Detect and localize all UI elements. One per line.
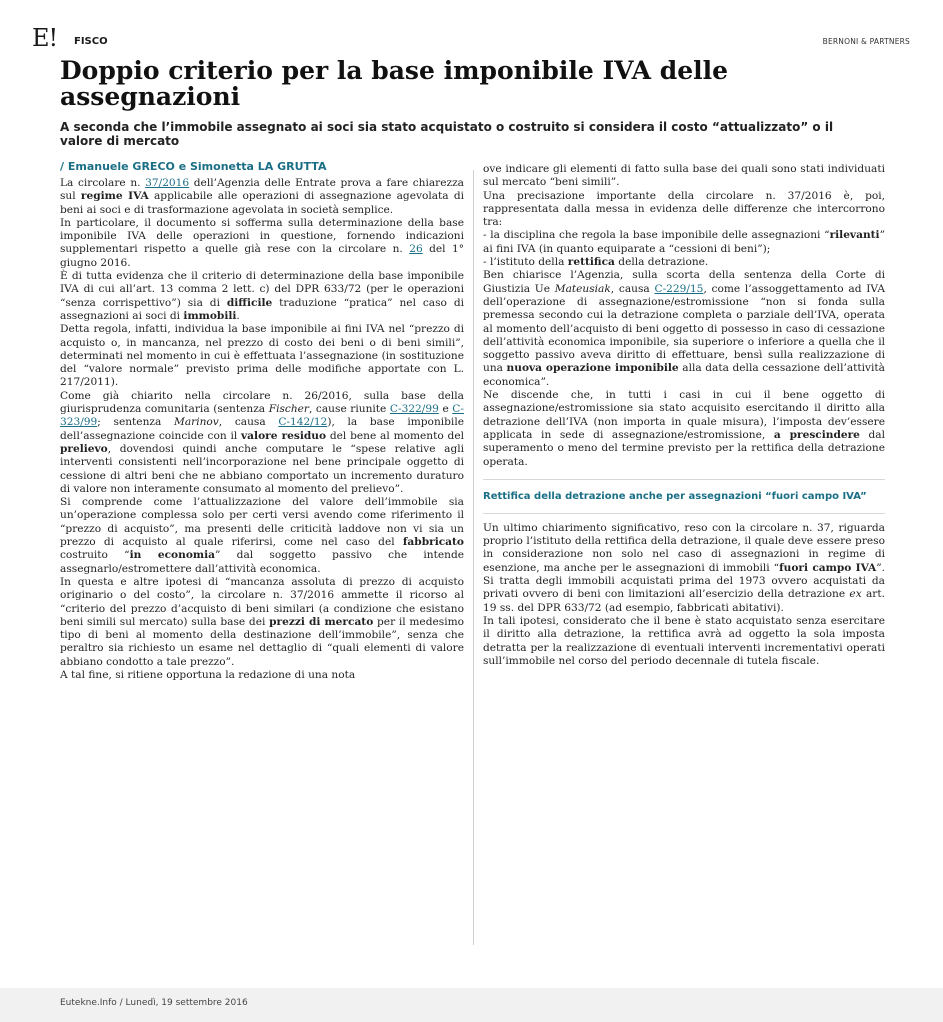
case-c142-link[interactable]: C-142/12	[278, 416, 328, 429]
page-footer	[0, 988, 943, 1022]
paragraph: In particolare, il documento si sofferma sulla determinazione della base imponibile IVA delle operazioni in questione, fornendo indicazioni supplementari rispetto a quelle già rese con la circolare n. 26 del 1° giugno 2016.	[60, 216, 465, 269]
case-c229-link[interactable]: C-229/15	[654, 282, 704, 295]
paragraph: È di tutta evidenza che il criterio di determinazione della base imponibile IVA di cui all’art. 13 comma 2 lett. c) del DPR 633/72 (per le operazioni “senza corrispettivo”) sia di difficile traduzione “pratica” nel caso di assegnazioni ai soci di immobili.	[60, 270, 464, 322]
section-label: FISCO	[74, 36, 108, 47]
paragraph: Si comprende come l’attualizzazione del valore dell’immobile sia un’operazione complessa solo per certi versi avendo come riferimento il “prezzo di acquisto”, ma presenti delle criticità laddove non vi sia un prezzo di acquisto al quale riferirsi, come nel caso del fabbricato costruito “in economia” dal soggetto passivo che intende assegnarlo/estromettere dall’attività economica.	[60, 496, 464, 575]
circular-37-link[interactable]: 37/2016	[145, 177, 190, 189]
column-divider	[473, 170, 474, 945]
article-authors: / Emanuele GRECO e Simonetta LA GRUTTA	[60, 160, 327, 173]
paragraph: ove indicare gli elementi di fatto sulla base dei quali sono stati individuati sul mercato “beni simili”.	[483, 163, 885, 189]
paragraph: Detta regola, infatti, individua la base imponibile ai fini IVA nel “prezzo di acquisto o, in mancanza, nel prezzo di costo dei beni o di beni simili”, determinati nel momento in cui è effettuata l’assegnazione (in sostituzione del “valore normale” previsto prima delle modifiche apportate con L. 217/2011).	[60, 323, 464, 389]
case-c322-link[interactable]: C-322/99	[389, 403, 439, 416]
paragraph: Una precisazione importante della circolare n. 37/2016 è, poi, rappresentata dalla messa in evidenza delle differenze che intercorrono tra:	[483, 189, 885, 229]
paragraph: Ben chiarisce l’Agenzia, sulla scorta della sentenza della Corte di Giustizia Ue Mateusiak, causa C-229/15, come l’assoggettamento ad IVA dell’operazione di assegnazione/estromissione “non si fonda sulla premessa secondo cui la detrazione completa o parziale dell’IVA, operata al momento dell’acquisto di beni oggetto di possesso in caso di cessazione dell’attività economica imponibile, sia superiore o inferiore a quella che il soggetto passivo aveva diritto di effettuare, bensì sulla realizzazione di una nuova operazione imponibile alla data della cessazione dell’attività economica”.	[483, 269, 885, 388]
right-column	[483, 163, 885, 668]
left-column	[60, 177, 464, 682]
paragraph: In questa e altre ipotesi di “mancanza assoluta di prezzo di acquisto originario o del costo”, la circolare n. 37/2016 ammette il ricorso al “criterio del prezzo d’acquisto di beni similari (a condizione che esistano beni simili sul mercato) sulla base dei prezzi di mercato per il medesimo tipo di beni al momento della destinazione dell’immobile”, senza che peraltro sia richiesto un esame nel dettaglio di “quali elementi di valore abbiano condotto a tale prezzo”.	[60, 575, 465, 668]
footer-text: Eutekne.Info / Lunedì, 19 settembre 2016	[60, 998, 248, 1008]
paragraph: Come già chiarito nella circolare n. 26/2016, sulla base della giurisprudenza comunitaria (sentenza Fischer, cause riunite C-322/99 e C-323/99; sentenza Marinov, causa C-142/12), la base imponibile dell’assegnazione coincide con il valore residuo del bene al momento del prelievo, dovendosi quindi anche computare le “spese relative agli interventi consistenti nell’incorporazione nel bene principale oggetto di cessione di altri beni che ne abbiano comportato un incremento duraturo di valore non interamente consumato al momento del prelievo”.	[60, 389, 465, 495]
paragraph: Ne discende che, in tutti i casi in cui il bene oggetto di assegnazione/estromissione sia stato acquisito esercitando il diritto alla detrazione dell’IVA (non importa in quale misura), l’imposta dev’essere applicata in sede di assegnazione/estromissione, a prescindere dal superamento o meno del termine previsto per la rettifica della detrazione operata.	[483, 389, 885, 468]
circular-26-link[interactable]: 26	[409, 243, 423, 256]
article-subtitle: A seconda che l’immobile assegnato ai soci sia stato acquistato o costruito si considera il costo “attualizzato” o il valore di mercato	[60, 120, 834, 148]
page-header	[32, 24, 910, 52]
case-c323-link[interactable]: C-323/99	[60, 403, 464, 429]
article-title: Doppio criterio per la base imponibile IVA delle assegnazioni	[60, 56, 729, 111]
list-item: - la disciplina che regola la base imponibile delle assegnazioni “rilevanti” ai fini IVA (in quanto equiparate a “cessioni di beni”);	[483, 229, 885, 255]
eutekne-logo: E!	[32, 24, 58, 52]
brand-label: BERNONI & PARTNERS	[822, 37, 910, 46]
box-heading: Rettifica della detrazione anche per assegnazioni “fuori campo IVA”	[483, 479, 885, 514]
paragraph: In tali ipotesi, considerato che il bene è stato acquistato senza esercitare il diritto alla detrazione, la rettifica avrà ad oggetto la sola imposta detratta per la realizzazione di eventuali interventi incrementativi operati sull’immobile nel corso del periodo decennale di tutela fiscale.	[483, 614, 885, 667]
paragraph: A tal fine, si ritiene opportuna la redazione di una nota	[60, 668, 356, 681]
paragraph: Un ultimo chiarimento significativo, reso con la circolare n. 37, riguarda proprio l’istituto della rettifica della detrazione, il quale deve essere preso in considerazione non solo nel caso di assegnazioni in regime di esenzione, ma anche per le assegnazioni di immobili “fuori campo IVA”. Si tratta degli immobili acquistati prima del 1973 ovvero acquistati da privati ovvero di beni con limitazioni all’esercizio della detrazione ex art. 19 ss. del DPR 633/72 (ad esempio, fabbricati abitativi).	[483, 521, 885, 614]
list-item: - l’istituto della rettifica della detrazione.	[483, 256, 709, 269]
paragraph: La circolare n. 37/2016 dell’Agenzia delle Entrate prova a fare chiarezza sul regime IVA applicabile alle operazioni di assegnazione agevolata di beni ai soci e di trasformazione agevolata in società semplice.	[60, 177, 465, 216]
